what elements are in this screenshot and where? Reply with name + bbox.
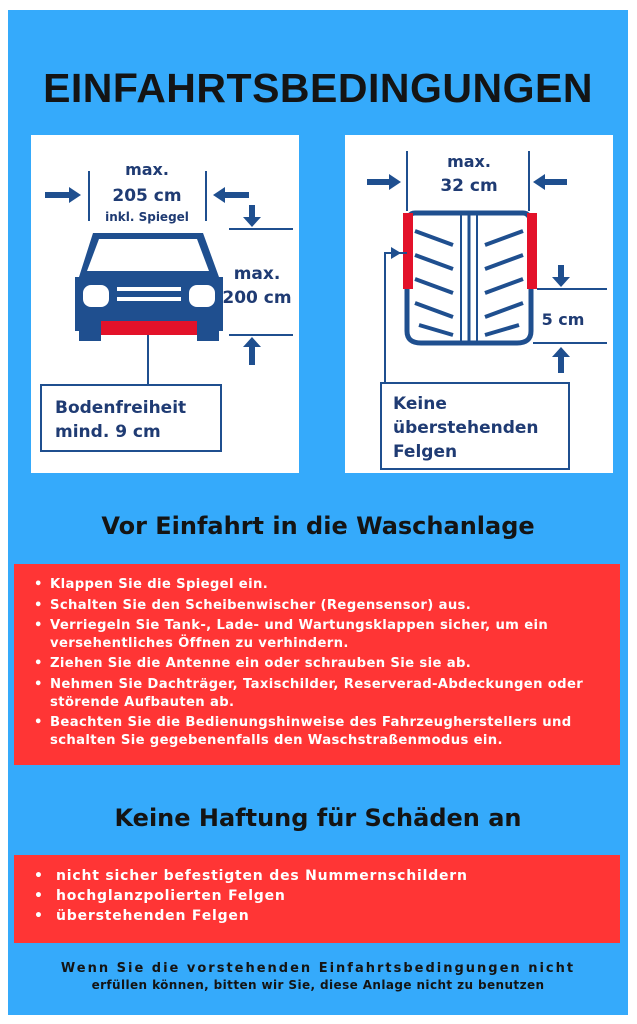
arrow-right-icon bbox=[367, 174, 401, 190]
car-dimensions-diagram bbox=[31, 135, 299, 473]
liability-box bbox=[14, 855, 620, 943]
bullet-icon: • bbox=[34, 868, 44, 884]
list-item: • Beachten Sie die Bedienungshinweise des Fahrzeugherstellers und schalten Sie gegebenenfalls den Waschstraßenmodus ein. bbox=[34, 715, 572, 748]
list-item: • Klappen Sie die Spiegel ein. bbox=[34, 577, 269, 592]
clearance-line1: Bodenfreiheit bbox=[55, 398, 187, 418]
tire-width-value: 32 cm bbox=[440, 176, 498, 196]
arrow-up-icon bbox=[243, 337, 261, 365]
car-width-note: inkl. Spiegel bbox=[105, 210, 189, 224]
tire-dimensions-panel bbox=[345, 135, 613, 473]
footer-line-2: erfüllen können, bitten wir Sie, diese Anlage nicht zu benutzen bbox=[91, 978, 545, 992]
bullet-icon: • bbox=[34, 888, 44, 904]
liability-list bbox=[14, 855, 620, 926]
ground-clearance-marker bbox=[101, 321, 197, 335]
list-item: • hochglanzpolierten Felgen bbox=[34, 888, 286, 904]
tire-width-max-label: max. bbox=[447, 152, 491, 171]
bullet-icon: • bbox=[34, 577, 43, 592]
tire-dimensions-diagram bbox=[345, 135, 613, 473]
car-height-max-label: max. bbox=[233, 264, 281, 284]
car-width-value: 205 cm bbox=[112, 186, 182, 206]
car-height-value: 200 cm bbox=[222, 288, 292, 308]
bullet-icon: • bbox=[34, 618, 43, 634]
section-heading-no-liability: Keine Haftung für Schäden an bbox=[114, 804, 522, 832]
arrow-right-icon bbox=[391, 247, 401, 259]
list-item: • Schalten Sie den Scheibenwischer (Regensensor) aus. bbox=[34, 597, 472, 613]
instructions-list bbox=[14, 564, 620, 749]
arrow-left-icon bbox=[213, 187, 249, 203]
list-item: • Nehmen Sie Dachträger, Taxischilder, Reserverad-Abdeckungen oder störende Aufbauten ab. bbox=[34, 676, 584, 710]
bullet-icon: • bbox=[34, 908, 44, 924]
arrow-down-icon bbox=[243, 205, 261, 227]
page-title: EINFAHRTSBEDINGUNGEN bbox=[43, 65, 593, 111]
list-item: • Verriegeln Sie Tank-, Lade- und Wartungsklappen sicher, um ein versehentliches Öffnen zu verhindern. bbox=[34, 618, 549, 651]
clearance-line2: mind. 9 cm bbox=[55, 422, 161, 442]
list-item: • Ziehen Sie die Antenne ein oder schrauben Sie sie ab. bbox=[34, 656, 472, 672]
footer-notice bbox=[8, 960, 628, 994]
rim-line3: Felgen bbox=[393, 442, 458, 462]
footer-line-1: Wenn Sie die vorstehenden Einfahrtsbedingungen nicht bbox=[60, 961, 576, 976]
rim-line2: überstehenden bbox=[393, 418, 539, 438]
bullet-icon: • bbox=[34, 597, 43, 613]
arrow-up-icon bbox=[552, 347, 570, 373]
section-heading-before-entry: Vor Einfahrt in die Waschanlage bbox=[101, 512, 535, 540]
list-item: • nicht sicher befestigten des Nummernschildern bbox=[34, 868, 468, 884]
rim-line1: Keine bbox=[393, 394, 447, 414]
instructions-box bbox=[14, 564, 620, 765]
car-width-max-label: max. bbox=[125, 160, 169, 179]
bullet-icon: • bbox=[34, 715, 43, 731]
car-dimensions-panel bbox=[31, 135, 299, 473]
rim-left-marker bbox=[403, 213, 413, 289]
arrow-down-icon bbox=[552, 265, 570, 287]
poster bbox=[8, 10, 628, 1015]
list-item: • überstehenden Felgen bbox=[34, 908, 250, 924]
arrow-right-icon bbox=[45, 187, 81, 203]
bullet-icon: • bbox=[34, 676, 43, 692]
rim-value: 5 cm bbox=[541, 310, 585, 329]
arrow-left-icon bbox=[533, 174, 567, 190]
bullet-icon: • bbox=[34, 656, 43, 672]
tire-icon bbox=[407, 213, 531, 343]
rim-right-marker bbox=[527, 213, 537, 289]
